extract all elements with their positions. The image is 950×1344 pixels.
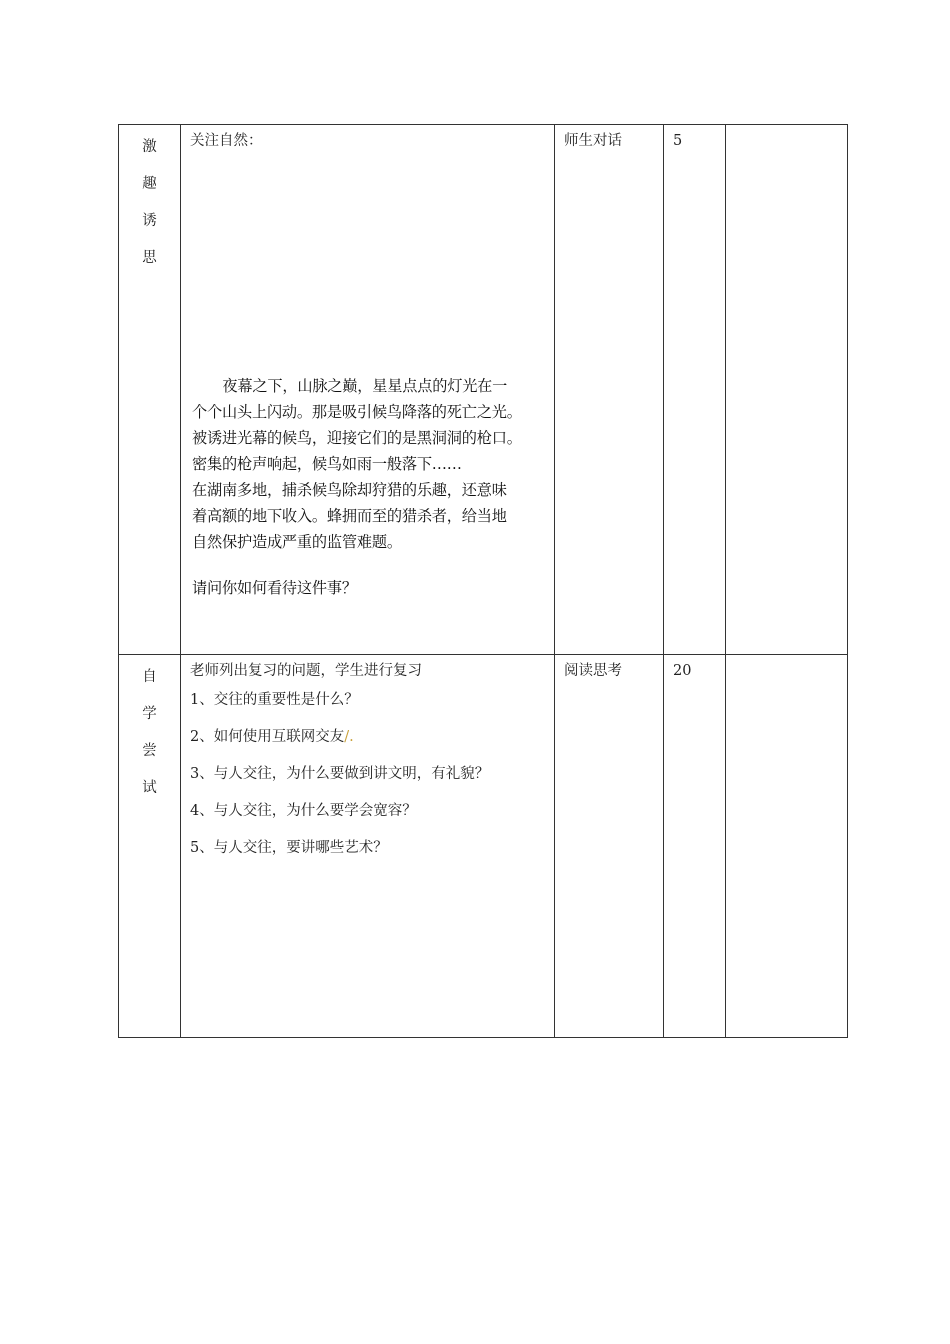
passage-line: 被诱进光幕的候鸟，迎接它们的是黑洞洞的枪口。 (192, 429, 522, 447)
lesson-plan-table (118, 124, 848, 1038)
table-row (119, 655, 848, 1038)
passage-line: 在湖南多地，捕杀候鸟除却狩猎的乐趣，还意味 (192, 481, 507, 499)
passage-line: 着高额的地下收入。蜂拥而至的猎杀者，给当地 (192, 507, 507, 525)
content-cell (181, 125, 555, 655)
note-cell (726, 655, 848, 1038)
table-row (119, 125, 848, 655)
stage-char: 诱 (142, 213, 157, 229)
stage-cell (119, 125, 181, 655)
stage-char: 试 (142, 780, 157, 796)
stage-char: 激 (142, 139, 157, 155)
review-question (190, 719, 546, 756)
stage-char: 自 (142, 669, 157, 685)
passage-line: 密集的枪声响起，候鸟如雨一般落下…… (192, 455, 462, 473)
passage-line: 夜幕之下，山脉之巅，星星点点的灯光在一 (222, 377, 508, 395)
review-question: 3、与人交往，为什么要做到讲文明，有礼貌？ (190, 766, 490, 782)
stage-cell (119, 655, 181, 1038)
time-cell: 5 (664, 125, 726, 655)
passage-line: 个个山头上闪动。那是吸引候鸟降落的死亡之光。 (192, 403, 522, 421)
review-question: 1、交往的重要性是什么？ (190, 692, 359, 708)
stray-mark: /. (344, 729, 354, 745)
stage-char: 趣 (142, 176, 157, 192)
stage-char: 尝 (142, 743, 157, 759)
note-cell (726, 125, 848, 655)
review-question-text: 2、如何使用互联网交友 (190, 729, 345, 745)
stage-char: 思 (142, 250, 157, 266)
time-cell: 20 (664, 655, 726, 1038)
content-title: 老师列出复习的问题，学生进行复习 (190, 663, 422, 679)
stage-char: 学 (142, 706, 157, 722)
review-question: 5、与人交往，要讲哪些艺术？ (190, 840, 388, 856)
passage-line: 自然保护造成严重的监管难题。 (192, 533, 402, 551)
review-question: 4、与人交往，为什么要学会宽容？ (190, 803, 417, 819)
method-cell: 师生对话 (555, 125, 664, 655)
embedded-article-image (192, 373, 552, 601)
content-title: 关注自然： (190, 133, 263, 149)
passage-question: 请问你如何看待这件事？ (192, 579, 357, 597)
method-cell: 阅读思考 (555, 655, 664, 1038)
content-cell (181, 655, 555, 1038)
